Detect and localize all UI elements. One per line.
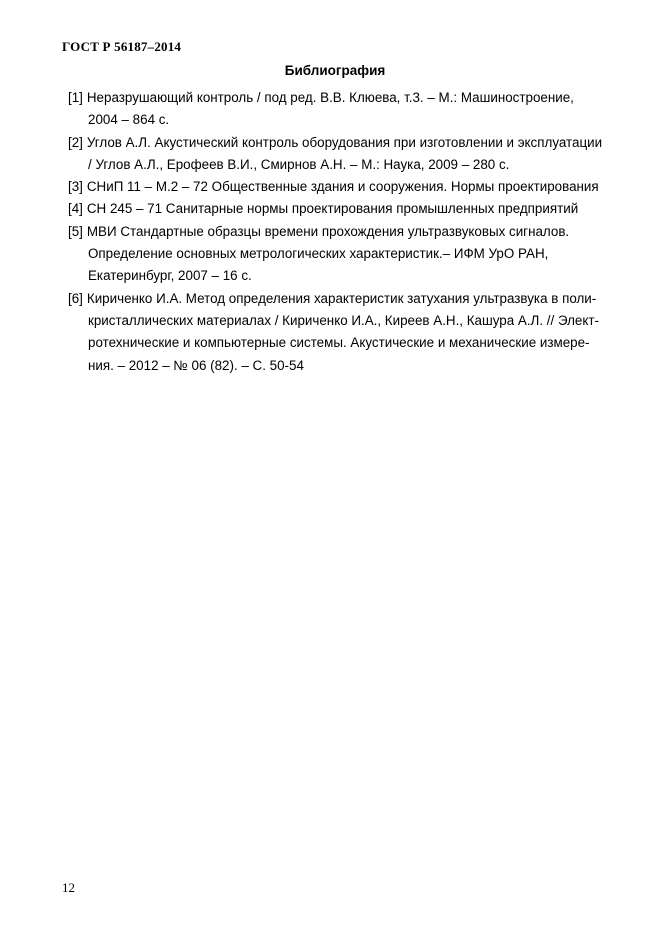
entry-number: [3] [68,179,83,195]
entry-number: [5] [68,223,83,239]
entry-line: ния. – 2012 – № 06 (82). – С. 50-54 [88,357,304,373]
entry-number: [1] [68,90,83,105]
entry-line: / Углов А.Л., Ерофеев В.И., Смирнов А.Н. – М.: Наука, 2009 – 280 с. [88,156,510,172]
bibliography-entry [68,87,608,132]
entry-line [68,198,608,220]
entry-line [68,176,608,198]
bibliography-entry [68,288,608,377]
page-number: 12 [62,880,75,895]
bibliography-entry [68,132,608,177]
bibliography-list [68,87,608,377]
entry-line [68,288,608,310]
entry-text: МВИ Стандартные образцы времени прохождения ультразвуковых сигналов. [86,223,570,239]
bibliography-entry [68,221,608,288]
entry-line [68,132,608,154]
entry-number: [4] [68,201,83,217]
entry-line: Екатеринбург, 2007 – 16 с. [88,268,252,284]
bibliography-entry [68,176,608,198]
entry-text: Углов А.Л. Акустический контроль оборудования при изготовлении и эксплуатации [86,134,603,150]
entry-number: [2] [68,134,83,150]
entry-text: СН 245 – 71 Санитарные нормы проектирования промышленных предприятий [86,201,579,217]
entry-line [68,87,608,109]
entry-text: СНиП 11 – М.2 – 72 Общественные здания и сооружения. Нормы проектирования [86,179,599,195]
bibliography-entry [68,198,608,220]
entry-text: Кириченко И.А. Метод определения характеристик затухания ультразвука в поли- [86,290,597,306]
entry-line: кристаллических материалах / Кириченко И.А., Киреев А.Н., Кашура А.Л. // Элект- [88,312,599,328]
entry-line: Определение основных метрологических характеристик.– ИФМ УрО РАН, [88,246,549,262]
entry-line: ротехнические и компьютерные системы. Акустические и механические измере- [88,335,590,351]
document-code: ГОСТ Р 56187–2014 [62,39,182,54]
entry-number: [6] [68,290,83,306]
entry-line [68,221,608,243]
entry-line: 2004 – 864 с. [88,112,170,128]
section-title: Библиография [284,63,386,78]
entry-text: Неразрушающий контроль / под ред. В.В. Клюева, т.3. – М.: Машиностроение, [86,90,574,105]
